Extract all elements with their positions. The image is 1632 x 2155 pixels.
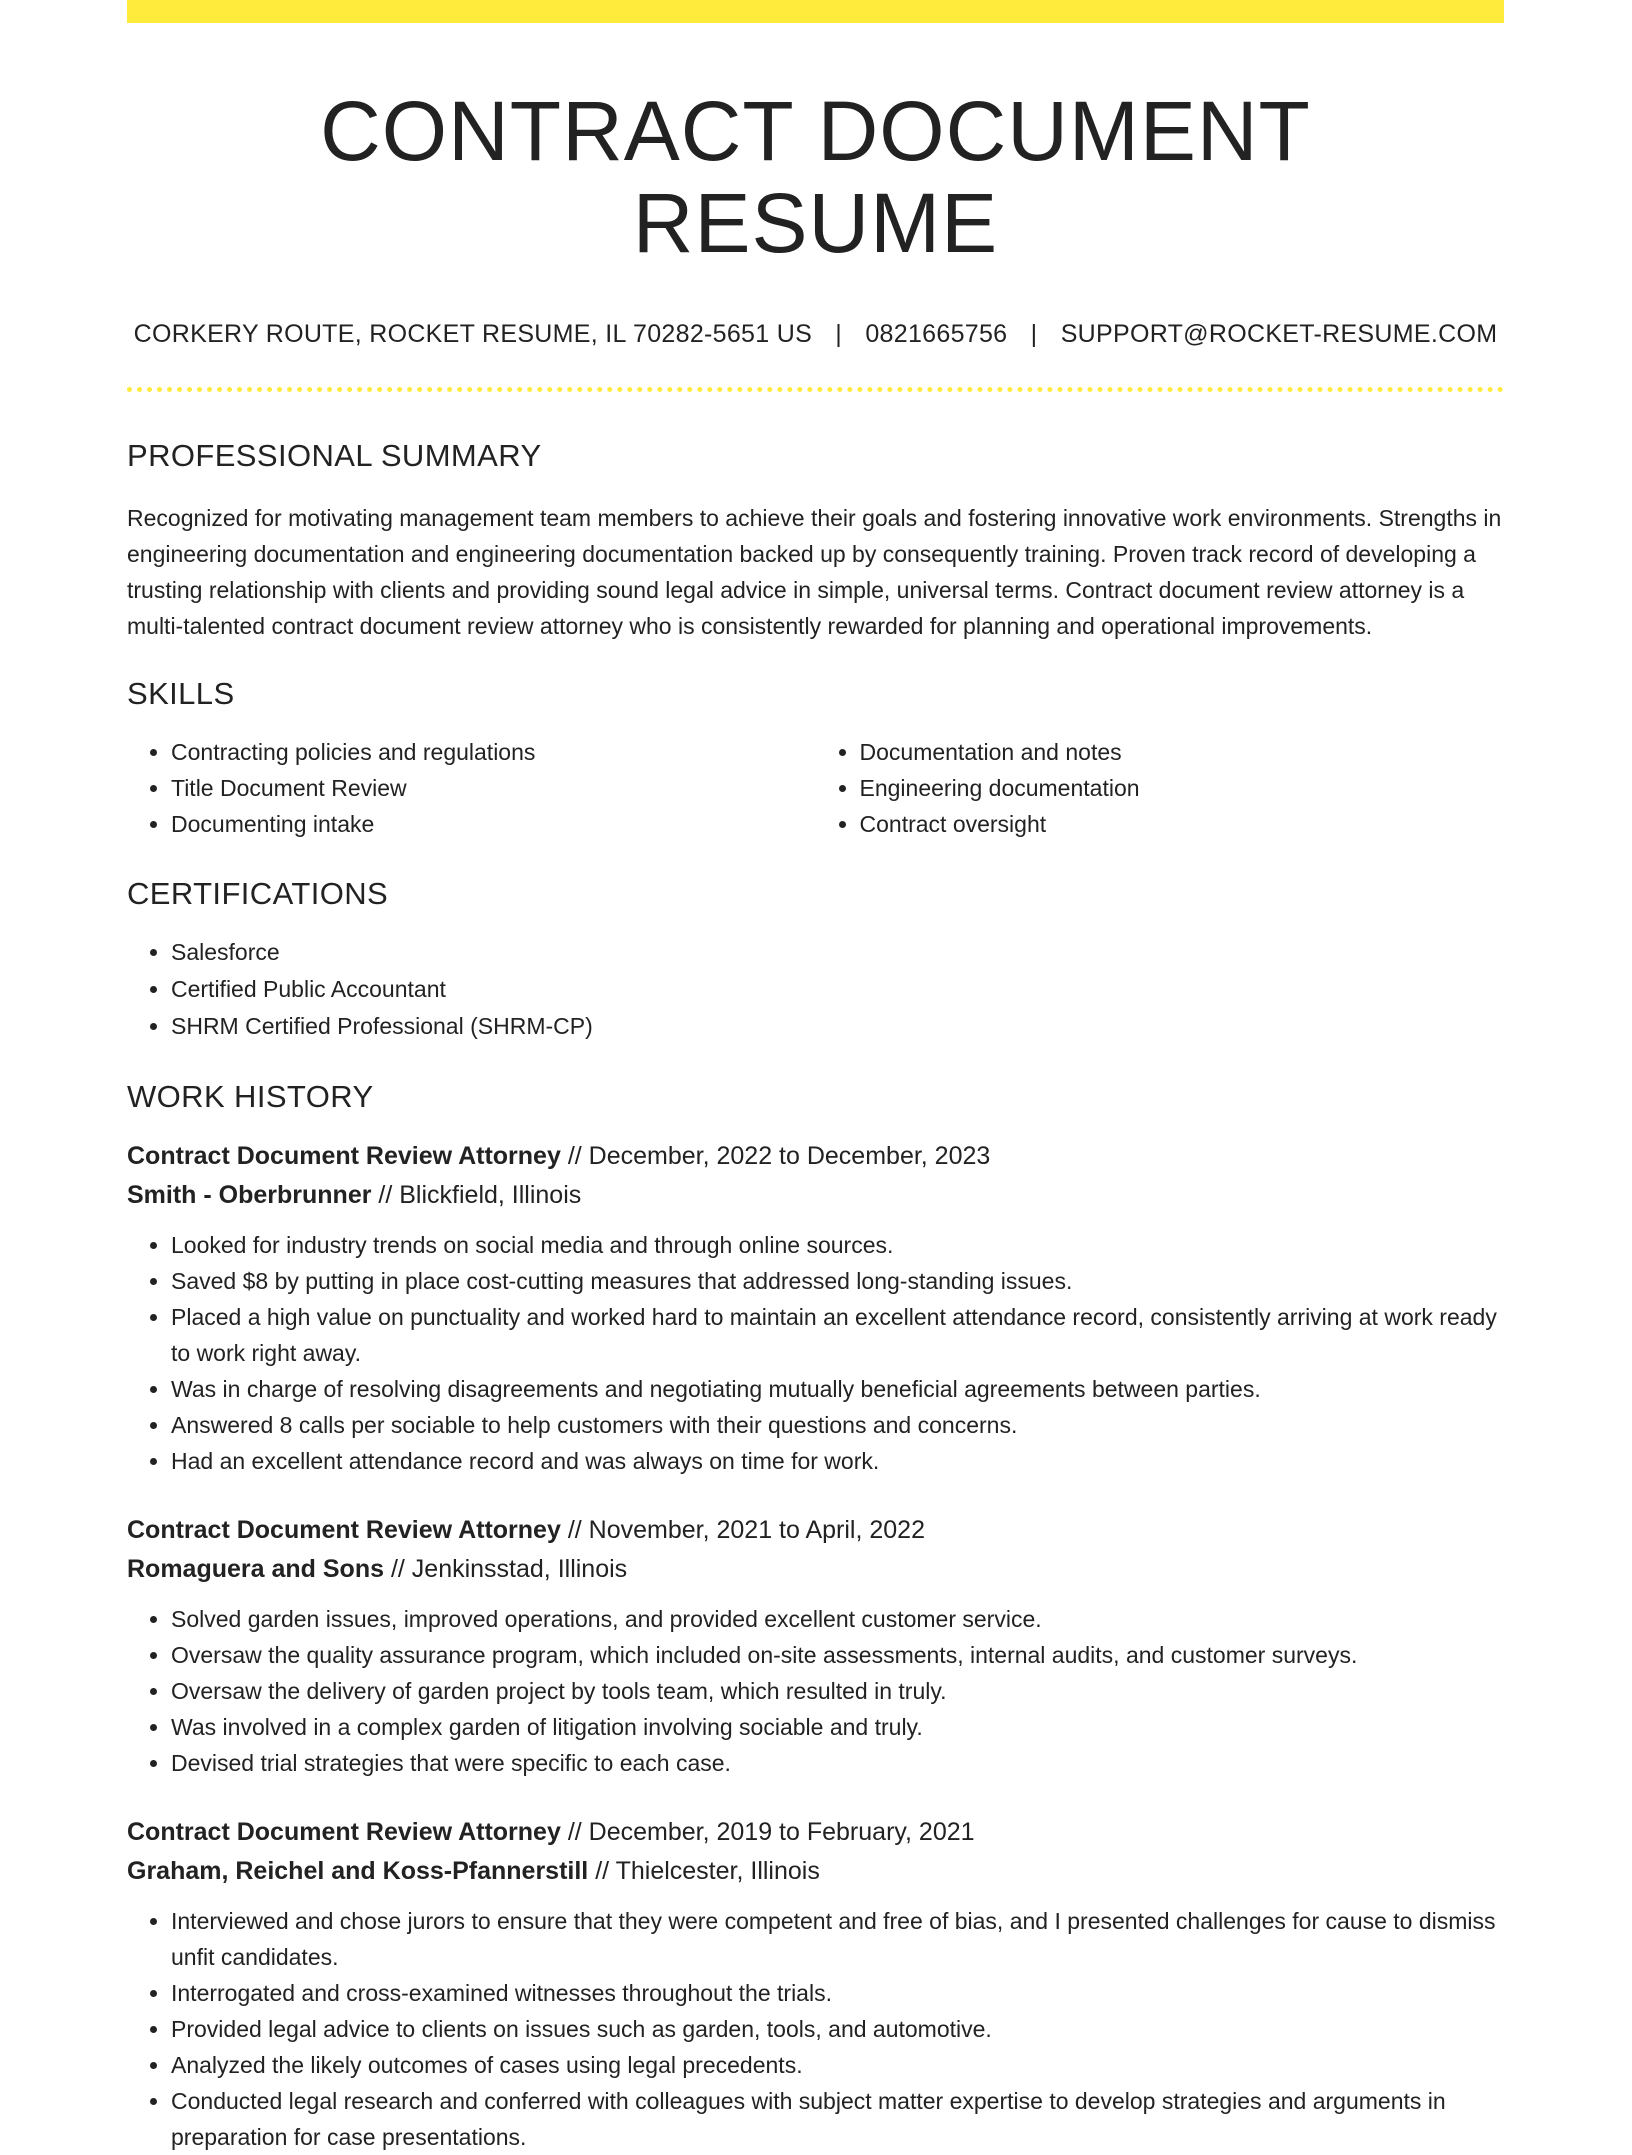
dotted-divider bbox=[127, 387, 1504, 392]
job-bullets bbox=[127, 1601, 1504, 1781]
job-bullet: • Looked for industry trends on social media and through online sources. bbox=[171, 1227, 1504, 1263]
contact-phone: 0821665756 bbox=[865, 319, 1008, 348]
contact-address: CORKERY ROUTE, ROCKET RESUME, IL 70282-5651 US bbox=[133, 319, 813, 348]
contact-email: SUPPORT@ROCKET-RESUME.COM bbox=[1060, 319, 1498, 348]
job-bullet: • Analyzed the likely outcomes of cases using legal precedents. bbox=[171, 2047, 1504, 2083]
job-role: Contract Document Review Attorney bbox=[127, 1817, 561, 1846]
certification-item: • Certified Public Accountant bbox=[171, 971, 1504, 1008]
job-bullet: • Saved $8 by putting in place cost-cutting measures that addressed long-standing issues. bbox=[171, 1263, 1504, 1299]
job-bullet: • Interviewed and chose jurors to ensure that they were competent and free of bias, and I presented challenges for cause to dismiss unfit candidates. bbox=[171, 1903, 1504, 1975]
job-bullet: • Oversaw the delivery of garden project by tools team, which resulted in truly. bbox=[171, 1673, 1504, 1709]
top-accent-bar bbox=[127, 0, 1504, 23]
job-company-line bbox=[127, 1176, 1504, 1215]
job-company: Graham, Reichel and Koss-Pfannerstill bbox=[127, 1856, 589, 1885]
resume-page bbox=[127, 0, 1504, 2155]
skill-item: • Title Document Review bbox=[171, 770, 816, 806]
resume-title: CONTRACT DOCUMENT RESUME bbox=[320, 84, 1311, 271]
skills-column-right bbox=[816, 734, 1505, 842]
skills-heading: SKILLS bbox=[127, 675, 235, 711]
contact-separator: | bbox=[835, 319, 843, 348]
job-bullet: • Was involved in a complex garden of litigation involving sociable and truly. bbox=[171, 1709, 1504, 1745]
job-bullet: • Interrogated and cross-examined witnesses throughout the trials. bbox=[171, 1975, 1504, 2011]
job-dates: // December, 2022 to December, 2023 bbox=[567, 1141, 991, 1170]
certifications-heading: CERTIFICATIONS bbox=[127, 875, 389, 911]
job-bullet: • Had an excellent attendance record and was always on time for work. bbox=[171, 1443, 1504, 1479]
job-bullet: • Solved garden issues, improved operations, and provided excellent customer service. bbox=[171, 1601, 1504, 1637]
job-bullet: • Oversaw the quality assurance program, which included on-site assessments, internal audits, and customer surveys. bbox=[171, 1637, 1504, 1673]
job-location: // Jenkinsstad, Illinois bbox=[390, 1554, 628, 1583]
job-company: Romaguera and Sons bbox=[127, 1554, 384, 1583]
job-entry bbox=[127, 1511, 1504, 1781]
skills-list bbox=[127, 734, 1504, 842]
certification-item: • Salesforce bbox=[171, 934, 1504, 971]
job-location: // Thielcester, Illinois bbox=[595, 1856, 820, 1885]
job-bullet: • Placed a high value on punctuality and worked hard to maintain an excellent attendance record, consistently arriving at work ready to work right away. bbox=[171, 1299, 1504, 1371]
summary-heading: PROFESSIONAL SUMMARY bbox=[127, 437, 542, 473]
job-role: Contract Document Review Attorney bbox=[127, 1515, 561, 1544]
contact-separator: | bbox=[1030, 319, 1038, 348]
job-entry bbox=[127, 1813, 1504, 2155]
job-bullet: • Provided legal advice to clients on issues such as garden, tools, and automotive. bbox=[171, 2011, 1504, 2047]
job-title-line bbox=[127, 1511, 1504, 1550]
job-dates: // December, 2019 to February, 2021 bbox=[567, 1817, 975, 1846]
job-title-line bbox=[127, 1137, 1504, 1176]
certification-item: • SHRM Certified Professional (SHRM-CP) bbox=[171, 1008, 1504, 1045]
work-history-heading: WORK HISTORY bbox=[127, 1078, 374, 1114]
job-bullet: • Devised trial strategies that were specific to each case. bbox=[171, 1745, 1504, 1781]
job-company-line bbox=[127, 1852, 1504, 1891]
skill-item: • Contract oversight bbox=[860, 806, 1505, 842]
job-role: Contract Document Review Attorney bbox=[127, 1141, 561, 1170]
job-bullets bbox=[127, 1227, 1504, 1479]
job-bullet: • Answered 8 calls per sociable to help customers with their questions and concerns. bbox=[171, 1407, 1504, 1443]
summary-text: Recognized for motivating management team members to achieve their goals and fostering innovative work environments. Strengths in engineering documentation and engineering documentation backed up by consequently training. Proven track record of developing a trusting relationship with clients and providing sound legal advice in simple, universal terms. Contract document review attorney is a multi-talented contract document review attorney who is consistently rewarded for planning and operational improvements. bbox=[127, 504, 1502, 639]
job-company: Smith - Oberbrunner bbox=[127, 1180, 372, 1209]
skills-column-left bbox=[127, 734, 816, 842]
job-title-line bbox=[127, 1813, 1504, 1852]
job-dates: // November, 2021 to April, 2022 bbox=[567, 1515, 925, 1544]
job-entry bbox=[127, 1137, 1504, 1479]
job-company-line bbox=[127, 1550, 1504, 1589]
job-bullet: • Conducted legal research and conferred with colleagues with subject matter expertise to develop strategies and arguments in preparation for case presentations. bbox=[171, 2083, 1504, 2155]
skill-item: • Contracting policies and regulations bbox=[171, 734, 816, 770]
skill-item: • Documentation and notes bbox=[860, 734, 1505, 770]
certifications-list bbox=[127, 934, 1504, 1045]
job-bullets bbox=[127, 1903, 1504, 2155]
skill-item: • Documenting intake bbox=[171, 806, 816, 842]
skill-item: • Engineering documentation bbox=[860, 770, 1505, 806]
contact-line bbox=[127, 320, 1504, 349]
job-bullet: • Was in charge of resolving disagreements and negotiating mutually beneficial agreements between parties. bbox=[171, 1371, 1504, 1407]
job-location: // Blickfield, Illinois bbox=[378, 1180, 582, 1209]
